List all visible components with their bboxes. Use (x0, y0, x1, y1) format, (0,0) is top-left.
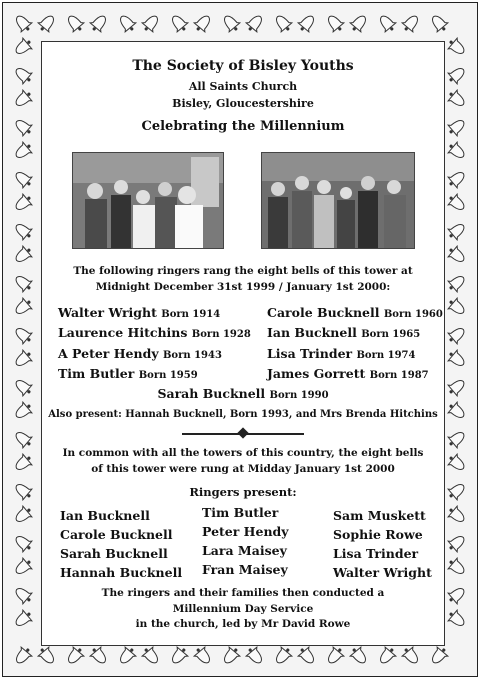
bell-icon (445, 272, 467, 294)
bell-icon (376, 644, 398, 666)
bell-icon (12, 428, 34, 450)
bell-icon (12, 116, 34, 138)
bell-icon (12, 244, 34, 266)
bell-icon (428, 12, 450, 34)
midday-ringer: Carole Bucknell (60, 527, 173, 542)
bell-icon (12, 64, 34, 86)
bell-icon (244, 644, 266, 666)
bell-icon (445, 192, 467, 214)
bell-icon (445, 504, 467, 526)
bell-icon (116, 12, 138, 34)
bell-icon (445, 168, 467, 190)
bell-icon (445, 556, 467, 578)
bell-icon (400, 12, 422, 34)
bell-icon (12, 192, 34, 214)
bell-icon (140, 12, 162, 34)
bell-icon (116, 644, 138, 666)
bell-icon (445, 348, 467, 370)
bell-icon (12, 480, 34, 502)
midnight-ringer: Lisa Trinder Born 1974 (267, 346, 416, 361)
society-title: The Society of Bisley Youths (132, 58, 354, 74)
midnight-ringer: Ian Bucknell Born 1965 (267, 325, 421, 340)
bell-icon (12, 400, 34, 422)
midnight-ringer: A Peter Hendy Born 1943 (58, 346, 222, 361)
bell-icon (272, 644, 294, 666)
bell-icon (12, 452, 34, 474)
photo-ringers-midnight (72, 152, 224, 249)
bell-icon (376, 12, 398, 34)
divider-ornament (237, 427, 248, 438)
bell-icon (244, 12, 266, 34)
church-location: Bisley, Gloucestershire (172, 97, 314, 110)
bell-icon (445, 140, 467, 162)
midday-ringer: Sam Muskett (333, 508, 426, 523)
bell-icon (12, 168, 34, 190)
midday-ringer: Lara Maisey (202, 543, 287, 558)
bell-icon (12, 608, 34, 630)
midday-ringer: Ian Bucknell (60, 508, 150, 523)
bell-icon (12, 644, 34, 666)
bell-icon (445, 324, 467, 346)
bell-icon (445, 296, 467, 318)
bell-icon (168, 644, 190, 666)
midnight-ringer: James Gorrett Born 1987 (267, 366, 429, 381)
bell-icon (445, 584, 467, 606)
bell-icon (12, 504, 34, 526)
midday-ringers-column-3 (333, 506, 432, 582)
bell-icon (445, 452, 467, 474)
bell-icon (12, 140, 34, 162)
bell-icon (348, 12, 370, 34)
midday-ringers-column-1 (60, 506, 182, 582)
bell-icon (12, 324, 34, 346)
certificate-panel (41, 41, 445, 646)
bell-icon (88, 12, 110, 34)
bell-icon (64, 12, 86, 34)
bell-icon (192, 12, 214, 34)
bell-icon (12, 584, 34, 606)
photo-ringers-midday (261, 152, 415, 249)
celebration-heading: Celebrating the Millennium (141, 119, 345, 134)
midday-ringer: Walter Wright (333, 565, 432, 580)
photo-icon (73, 153, 223, 248)
bell-icon (220, 644, 242, 666)
midday-ringer: Lisa Trinder (333, 546, 419, 561)
photo-icon (262, 153, 414, 248)
bell-icon (296, 12, 318, 34)
bell-icon (296, 644, 318, 666)
ringers-present-heading: Ringers present: (189, 485, 297, 499)
certificate-frame (2, 2, 478, 677)
midday-ringer: Fran Maisey (202, 562, 288, 577)
bell-icon (445, 116, 467, 138)
midday-ringer: Sarah Bucknell (60, 546, 168, 561)
midnight-intro-line1: The following ringers rang the eight bells of this tower at (73, 265, 413, 277)
bell-icon (12, 36, 34, 58)
midday-line2: of this tower were rung at Midday January 1st 2000 (91, 463, 395, 475)
bell-icon (445, 376, 467, 398)
midday-ringers-column-2 (202, 503, 289, 579)
bell-icon (88, 644, 110, 666)
bell-icon (12, 296, 34, 318)
bell-icon (445, 244, 467, 266)
bell-icon (12, 12, 34, 34)
midday-ringer: Hannah Bucknell (60, 565, 183, 580)
bell-icon (445, 64, 467, 86)
bell-icon (36, 644, 58, 666)
bell-icon (324, 644, 346, 666)
bell-icon (12, 556, 34, 578)
closing-line2: Millennium Day Service (172, 603, 314, 615)
bell-icon (445, 88, 467, 110)
closing-line3: in the church, led by Mr David Rowe (135, 618, 351, 630)
midday-ringer: Peter Hendy (202, 524, 289, 539)
midnight-ringer: Laurence Hitchins Born 1928 (58, 325, 251, 340)
midday-line1: In common with all the towers of this country, the eight bells (62, 447, 424, 459)
bell-icon (445, 220, 467, 242)
midnight-ringer: Carole Bucknell Born 1960 (267, 305, 443, 320)
bell-icon (400, 644, 422, 666)
bell-icon (445, 608, 467, 630)
bell-icon (12, 88, 34, 110)
midday-ringer: Sophie Rowe (333, 527, 423, 542)
midnight-ringer: Tim Butler Born 1959 (58, 366, 198, 381)
bell-icon (192, 644, 214, 666)
bell-icon (140, 644, 162, 666)
bell-icon (348, 644, 370, 666)
bell-icon (36, 12, 58, 34)
bell-icon (445, 428, 467, 450)
bell-icon (220, 12, 242, 34)
bell-icon (12, 272, 34, 294)
bell-icon (428, 644, 450, 666)
midnight-ringer: Walter Wright Born 1914 (58, 305, 221, 320)
bell-icon (324, 12, 346, 34)
bell-icon (445, 480, 467, 502)
midnight-ringer: Sarah Bucknell Born 1990 (157, 386, 329, 401)
bell-icon (12, 532, 34, 554)
bell-icon (445, 532, 467, 554)
bell-icon (12, 348, 34, 370)
bell-icon (445, 36, 467, 58)
closing-line1: The ringers and their families then conducted a (101, 587, 385, 599)
bell-icon (64, 644, 86, 666)
bell-icon (12, 220, 34, 242)
bell-icon (168, 12, 190, 34)
midday-ringer: Tim Butler (202, 505, 279, 520)
bell-icon (445, 400, 467, 422)
also-present-line: Also present: Hannah Bucknell, Born 1993, and Mrs Brenda Hitchins (48, 409, 438, 420)
church-name: All Saints Church (188, 80, 298, 93)
bell-icon (12, 376, 34, 398)
midnight-intro-line2: Midnight December 31st 1999 / January 1st 2000: (95, 281, 391, 293)
bell-icon (272, 12, 294, 34)
